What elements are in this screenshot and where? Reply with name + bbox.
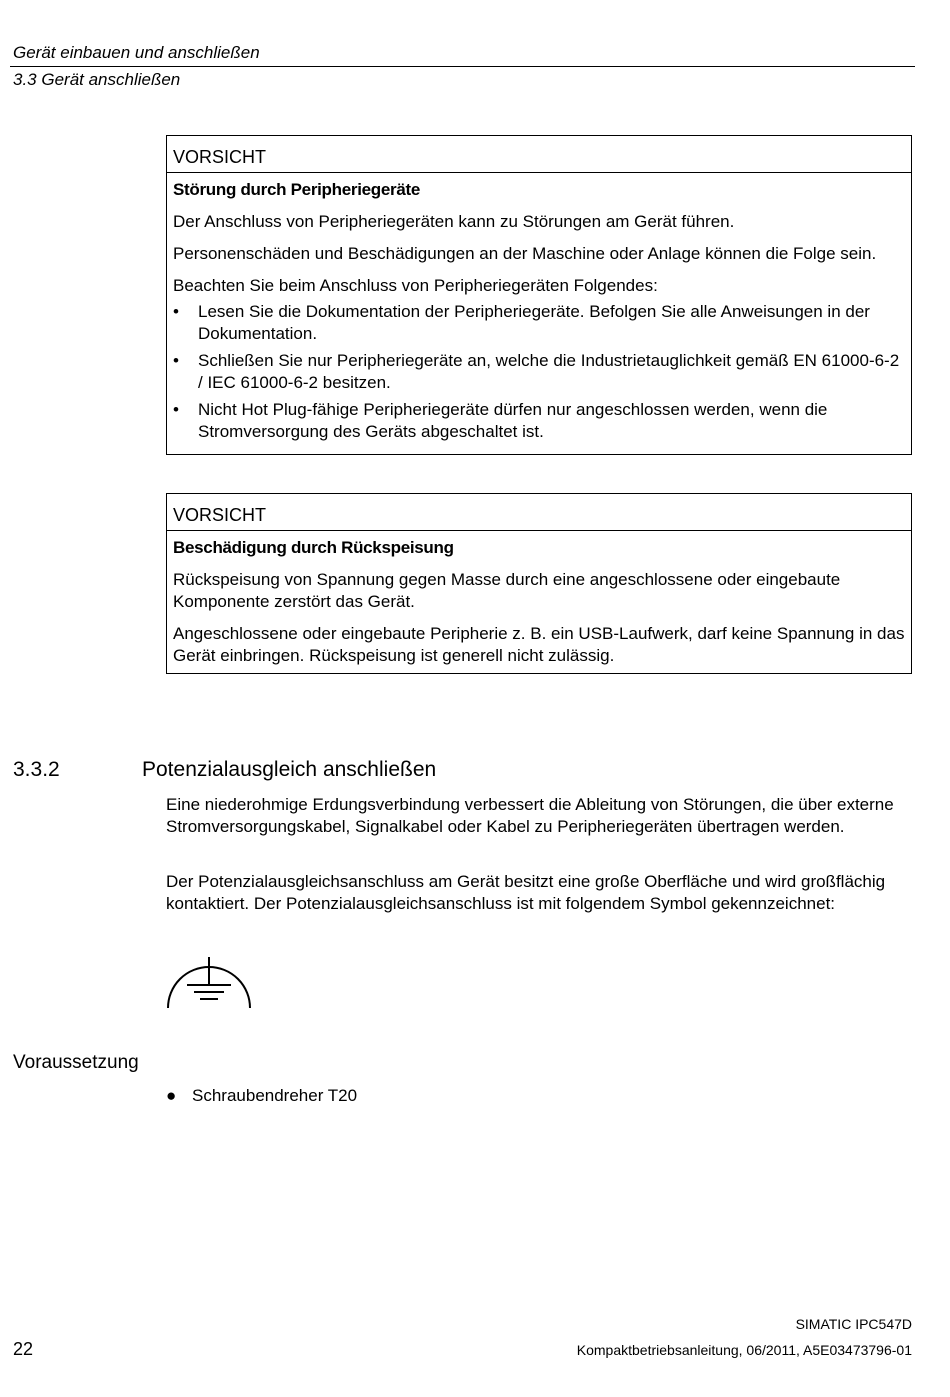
footer-product: SIMATIC IPC547D — [795, 1316, 912, 1332]
bullet-icon: ● — [166, 1086, 177, 1105]
running-header-section: 3.3 Gerät anschließen — [13, 70, 181, 89]
protective-earth-icon — [166, 955, 252, 1011]
notice-paragraph: Beachten Sie beim Anschluss von Peripheriegeräten Folgendes: — [173, 276, 658, 295]
section-paragraph: Eine niederohmige Erdungsverbindung verbessert die Ableitung von Störungen, die über externe Stromversorgungskabel, Signalkabel oder Kabel zu Peripheriegeräten übertragen werden. — [166, 795, 894, 836]
bullet-icon: • — [173, 302, 179, 321]
prerequisite-text: Schraubendreher T20 — [192, 1086, 358, 1105]
notice-paragraph: Rückspeisung von Spannung gegen Masse durch eine angeschlossene oder eingebaute Komponente zerstört das Gerät. — [173, 570, 841, 611]
notice-paragraph: Angeschlossene oder eingebaute Peripherie z. B. ein USB-Laufwerk, darf keine Spannung in das Gerät einbringen. Rückspeisung ist generell nicht zulässig. — [173, 624, 905, 665]
section-paragraph: Der Potenzialausgleichsanschluss am Gerät besitzt eine große Oberfläche und wird großflächig kontaktiert. Der Potenzialausgleichsanschluss ist mit folgendem Symbol gekennzeichnet: — [166, 872, 886, 913]
section-number: 3.3.2 — [13, 758, 60, 781]
notice-paragraph: Personenschäden und Beschädigungen an der Maschine oder Anlage können die Folge sein. — [173, 244, 877, 263]
footer-document-info: Kompaktbetriebsanleitung, 06/2011, A5E03473796-01 — [576, 1342, 912, 1358]
notice-title: VORSICHT — [167, 494, 911, 531]
list-item: • Schließen Sie nur Peripheriegeräte an, welche die Industrietauglichkeit gemäß EN 61000-6-2 / IEC 61000-6-2 besitzen. — [173, 351, 900, 392]
notice-subhead: Störung durch Peripheriegeräte — [173, 180, 420, 199]
header-rule — [10, 66, 915, 67]
notice-title: VORSICHT — [167, 136, 911, 173]
page-number: 22 — [13, 1339, 34, 1359]
caution-notice-peripherals — [166, 135, 912, 455]
bullet-icon: • — [173, 351, 179, 370]
list-item: • Lesen Sie die Dokumentation der Peripheriegeräte. Befolgen Sie alle Anweisungen in der Dokumentation. — [173, 302, 870, 343]
section-title: Potenzialausgleich anschließen — [142, 758, 437, 781]
bullet-icon: • — [173, 400, 179, 419]
notice-subhead: Beschädigung durch Rückspeisung — [173, 538, 454, 557]
prerequisite-heading: Voraussetzung — [13, 1052, 139, 1073]
notice-bullet-list — [173, 301, 905, 443]
running-header-chapter: Gerät einbauen und anschließen — [13, 43, 260, 62]
caution-notice-backfeed — [166, 493, 912, 674]
list-item — [166, 1086, 357, 1106]
list-item: • Nicht Hot Plug-fähige Peripheriegeräte dürfen nur angeschlossen werden, wenn die Stromversorgung des Geräts abgeschaltet ist. — [173, 400, 828, 441]
notice-paragraph: Der Anschluss von Peripheriegeräten kann zu Störungen am Gerät führen. — [173, 212, 735, 231]
